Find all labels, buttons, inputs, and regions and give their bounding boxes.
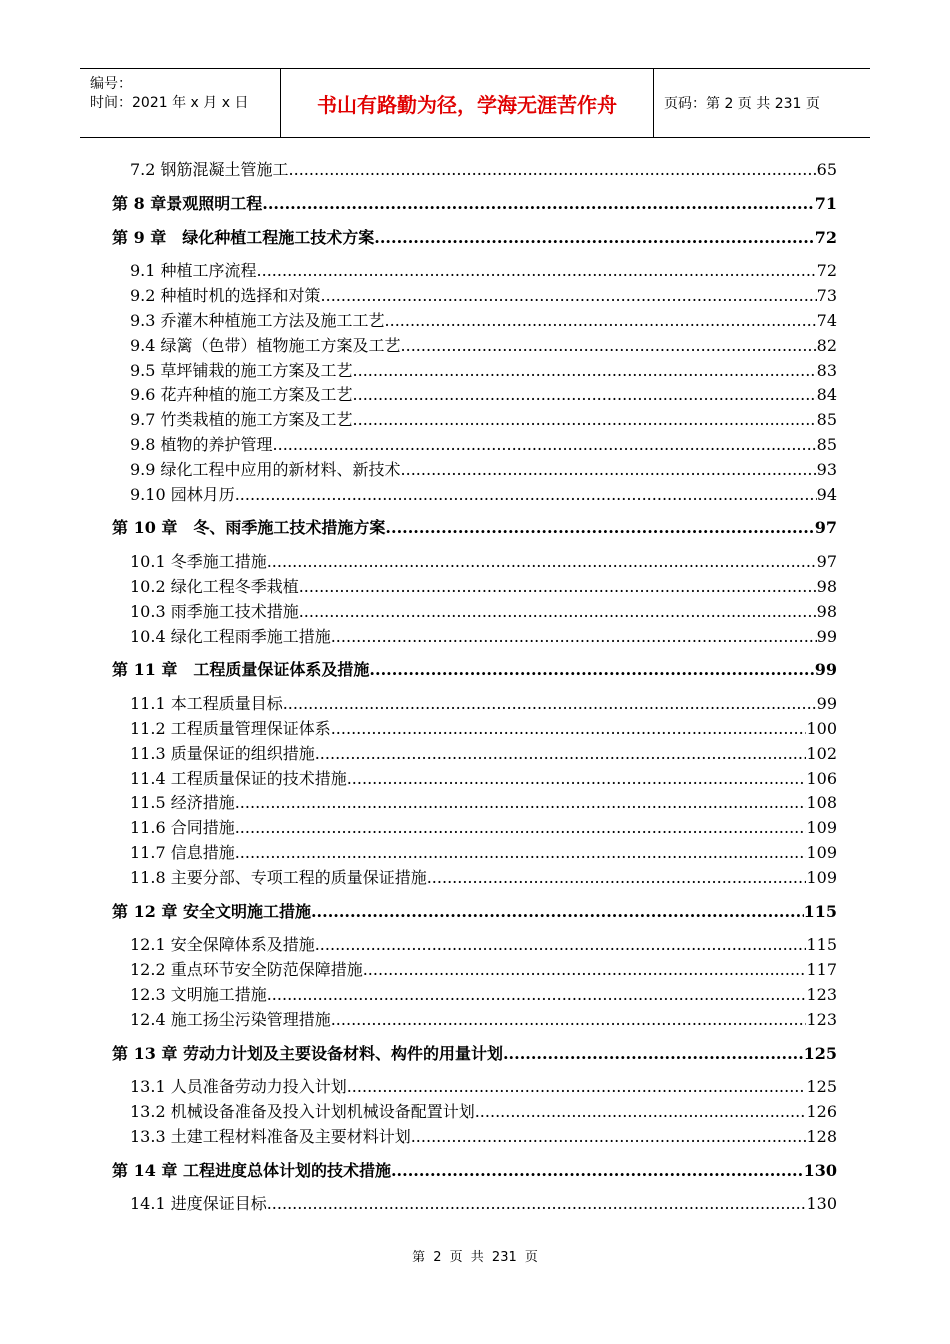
toc-entry-title: 12.1 安全保障体系及措施 — [130, 935, 315, 955]
toc-entry-title: 9.3 乔灌木种植施工方法及施工工艺 — [130, 310, 385, 330]
toc-dot-leader — [385, 516, 814, 541]
toc-dot-leader — [315, 933, 807, 958]
toc-entry-page: 130 — [803, 1160, 837, 1180]
toc-entry-page: 83 — [816, 360, 837, 380]
toc-dot-leader — [321, 284, 817, 309]
toc-entry-title: 9.5 草坪铺栽的施工方案及工艺 — [130, 360, 353, 380]
toc-entry-page: 74 — [816, 310, 837, 330]
toc-chapter-entry[interactable] — [112, 900, 837, 925]
toc-entry-page: 72 — [814, 227, 837, 247]
toc-section-entry[interactable] — [112, 600, 837, 625]
toc-dot-leader — [235, 791, 807, 816]
toc-dot-leader — [299, 575, 817, 600]
toc-entry-page: 128 — [806, 1126, 837, 1146]
toc-section-entry[interactable] — [112, 983, 837, 1008]
toc-dot-leader — [385, 309, 817, 334]
toc-dot-leader — [331, 1008, 807, 1033]
toc-entry-page: 117 — [806, 960, 837, 980]
toc-entry-title: 11.2 工程质量管理保证体系 — [130, 718, 331, 738]
toc-entry-title: 13.2 机械设备准备及投入计划机械设备配置计划 — [130, 1102, 475, 1122]
toc-section-entry[interactable] — [112, 1008, 837, 1033]
toc-dot-leader — [235, 816, 807, 841]
toc-entry-page: 115 — [806, 935, 837, 955]
toc-entry-page: 109 — [806, 867, 837, 887]
toc-entry-page: 109 — [806, 818, 837, 838]
toc-entry-title: 11.4 工程质量保证的技术措施 — [130, 768, 347, 788]
header-meta — [80, 69, 281, 137]
toc-entry-page: 125 — [803, 1043, 837, 1063]
toc-entry-page: 123 — [806, 1009, 837, 1029]
toc-section-entry[interactable] — [112, 309, 837, 334]
table-of-contents — [112, 158, 837, 1217]
toc-section-entry[interactable] — [112, 433, 837, 458]
toc-section-entry[interactable] — [112, 259, 837, 284]
toc-entry-title: 14.1 进度保证目标 — [130, 1194, 267, 1214]
toc-entry-title: 9.1 种植工序流程 — [130, 261, 257, 281]
toc-entry-page: 73 — [816, 286, 837, 306]
toc-entry-page: 84 — [816, 385, 837, 405]
toc-entry-title: 10.4 绿化工程雨季施工措施 — [130, 626, 331, 646]
toc-dot-leader — [347, 1075, 807, 1100]
toc-dot-leader — [235, 483, 817, 508]
toc-entry-title: 9.10 园林月历 — [130, 484, 235, 504]
toc-entry-title: 11.5 经济措施 — [130, 793, 235, 813]
toc-chapter-entry[interactable] — [112, 516, 837, 541]
toc-entry-title: 11.8 主要分部、专项工程的质量保证措施 — [130, 867, 427, 887]
toc-entry-page: 94 — [816, 484, 837, 504]
toc-entry-title: 9.8 植物的养护管理 — [130, 434, 273, 454]
toc-section-entry[interactable] — [112, 816, 837, 841]
toc-section-entry[interactable] — [112, 1125, 837, 1150]
toc-entry-title: 9.9 绿化工程中应用的新材料、新技术 — [130, 459, 401, 479]
toc-chapter-entry[interactable] — [112, 192, 837, 217]
toc-entry-page: 85 — [816, 434, 837, 454]
toc-entry-page: 82 — [816, 335, 837, 355]
toc-entry-title: 13.1 人员准备劳动力投入计划 — [130, 1077, 347, 1097]
toc-entry-page: 98 — [816, 576, 837, 596]
toc-section-entry[interactable] — [112, 1100, 837, 1125]
toc-dot-leader — [311, 900, 804, 925]
toc-section-entry[interactable] — [112, 334, 837, 359]
toc-dot-leader — [331, 717, 807, 742]
toc-entry-title: 第 10 章 冬、雨季施工技术措施方案 — [112, 518, 386, 538]
toc-section-entry[interactable] — [112, 383, 837, 408]
toc-dot-leader — [411, 1125, 807, 1150]
toc-dot-leader — [475, 1100, 807, 1125]
toc-entry-title: 12.3 文明施工措施 — [130, 984, 267, 1004]
toc-dot-leader — [503, 1042, 804, 1067]
toc-dot-leader — [235, 841, 807, 866]
toc-entry-page: 108 — [806, 793, 837, 813]
toc-section-entry[interactable] — [112, 158, 837, 183]
time-label: 时间：2021 年 x 月 x 日 — [90, 95, 249, 111]
toc-dot-leader — [347, 767, 807, 792]
toc-entry-page: 102 — [806, 743, 837, 763]
toc-entry-page: 115 — [803, 901, 837, 921]
toc-dot-leader — [315, 742, 807, 767]
toc-dot-leader — [427, 866, 807, 891]
toc-entry-title: 11.1 本工程质量目标 — [130, 694, 283, 714]
toc-dot-leader — [283, 692, 817, 717]
toc-chapter-entry[interactable] — [112, 1159, 837, 1184]
toc-dot-leader — [267, 550, 817, 575]
toc-chapter-entry[interactable] — [112, 1042, 837, 1067]
toc-entry-page: 72 — [816, 261, 837, 281]
toc-dot-leader — [353, 359, 817, 384]
toc-dot-leader — [273, 433, 817, 458]
toc-entry-page: 65 — [816, 160, 837, 179]
toc-section-entry[interactable] — [112, 791, 837, 816]
header-page-info: 页码：第 2 页 共 231 页 — [664, 96, 820, 112]
toc-dot-leader — [391, 1159, 804, 1184]
toc-dot-leader — [331, 625, 817, 650]
toc-entry-title: 第 11 章 工程质量保证体系及措施 — [112, 660, 370, 680]
toc-entry-title: 7.2 钢筋混凝土管施工 — [130, 160, 289, 179]
toc-section-entry[interactable] — [112, 1192, 837, 1217]
toc-entry-title: 10.1 冬季施工措施 — [130, 552, 267, 572]
toc-entry-page: 109 — [806, 842, 837, 862]
toc-entry-page: 100 — [806, 718, 837, 738]
toc-entry-title: 9.4 绿篱（色带）植物施工方案及工艺 — [130, 335, 401, 355]
toc-entry-title: 12.2 重点环节安全防范保障措施 — [130, 960, 363, 980]
toc-chapter-entry[interactable] — [112, 658, 837, 683]
toc-entry-page: 97 — [814, 518, 837, 538]
toc-entry-page: 123 — [806, 984, 837, 1004]
toc-dot-leader — [353, 383, 817, 408]
toc-entry-page: 93 — [816, 459, 837, 479]
toc-entry-page: 98 — [816, 601, 837, 621]
toc-section-entry[interactable] — [112, 866, 837, 891]
toc-entry-title: 9.7 竹类栽植的施工方案及工艺 — [130, 410, 353, 430]
toc-chapter-entry[interactable] — [112, 226, 837, 251]
toc-entry-title: 第 12 章 安全文明施工措施 — [112, 901, 311, 921]
toc-section-entry[interactable] — [112, 359, 837, 384]
toc-entry-page: 97 — [816, 552, 837, 572]
toc-entry-title: 11.6 合同措施 — [130, 818, 235, 838]
toc-entry-page: 71 — [814, 193, 837, 213]
toc-entry-title: 13.3 土建工程材料准备及主要材料计划 — [130, 1126, 411, 1146]
toc-dot-leader — [363, 958, 807, 983]
toc-entry-title: 11.7 信息措施 — [130, 842, 235, 862]
toc-entry-title: 12.4 施工扬尘污染管理措施 — [130, 1009, 331, 1029]
toc-entry-title: 9.6 花卉种植的施工方案及工艺 — [130, 385, 353, 405]
toc-entry-page: 99 — [814, 660, 837, 680]
toc-entry-page: 106 — [806, 768, 837, 788]
toc-dot-leader — [401, 334, 817, 359]
toc-section-entry[interactable] — [112, 550, 837, 575]
toc-section-entry[interactable] — [112, 841, 837, 866]
toc-dot-leader — [353, 408, 817, 433]
toc-entry-title: 第 9 章 绿化种植工程施工技术方案 — [112, 227, 375, 247]
toc-section-entry[interactable] — [112, 625, 837, 650]
header-motto: 书山有路勤为径，学海无涯苦作舟 — [281, 69, 654, 137]
toc-section-entry[interactable] — [112, 958, 837, 983]
toc-entry-title: 10.3 雨季施工技术措施 — [130, 601, 299, 621]
toc-entry-page: 85 — [816, 410, 837, 430]
toc-section-entry[interactable] — [112, 933, 837, 958]
toc-entry-page: 130 — [806, 1194, 837, 1214]
toc-dot-leader — [257, 259, 817, 284]
toc-section-entry[interactable] — [112, 1075, 837, 1100]
toc-entry-page: 125 — [806, 1077, 837, 1097]
toc-entry-title: 第 14 章 工程进度总体计划的技术措施 — [112, 1160, 391, 1180]
toc-entry-title: 第 13 章 劳动力计划及主要设备材料、构件的用量计划 — [112, 1043, 503, 1063]
toc-entry-title: 9.2 种植时机的选择和对策 — [130, 286, 321, 306]
toc-dot-leader — [369, 658, 814, 683]
toc-dot-leader — [267, 1192, 807, 1217]
toc-dot-leader — [262, 192, 814, 217]
code-label: 编号： — [90, 76, 132, 92]
toc-entry-page: 126 — [806, 1102, 837, 1122]
toc-entry-title: 第 8 章景观照明工程 — [112, 193, 263, 213]
page-footer: 第 2 页 共 231 页 — [412, 1250, 538, 1265]
toc-dot-leader — [267, 983, 807, 1008]
toc-section-entry[interactable] — [112, 742, 837, 767]
toc-section-entry[interactable] — [112, 458, 837, 483]
toc-entry-page: 99 — [816, 694, 837, 714]
toc-dot-leader — [299, 600, 817, 625]
toc-section-entry[interactable] — [112, 692, 837, 717]
toc-dot-leader — [374, 226, 814, 251]
toc-dot-leader — [401, 458, 817, 483]
toc-section-entry[interactable] — [112, 408, 837, 433]
toc-section-entry[interactable] — [112, 717, 837, 742]
toc-section-entry[interactable] — [112, 575, 837, 600]
toc-section-entry[interactable] — [112, 767, 837, 792]
toc-dot-leader — [289, 158, 817, 183]
toc-section-entry[interactable] — [112, 483, 837, 508]
toc-entry-title: 11.3 质量保证的组织措施 — [130, 743, 315, 763]
toc-section-entry[interactable] — [112, 284, 837, 309]
page-header — [80, 68, 870, 138]
toc-entry-title: 10.2 绿化工程冬季栽植 — [130, 576, 299, 596]
toc-entry-page: 99 — [816, 626, 837, 646]
